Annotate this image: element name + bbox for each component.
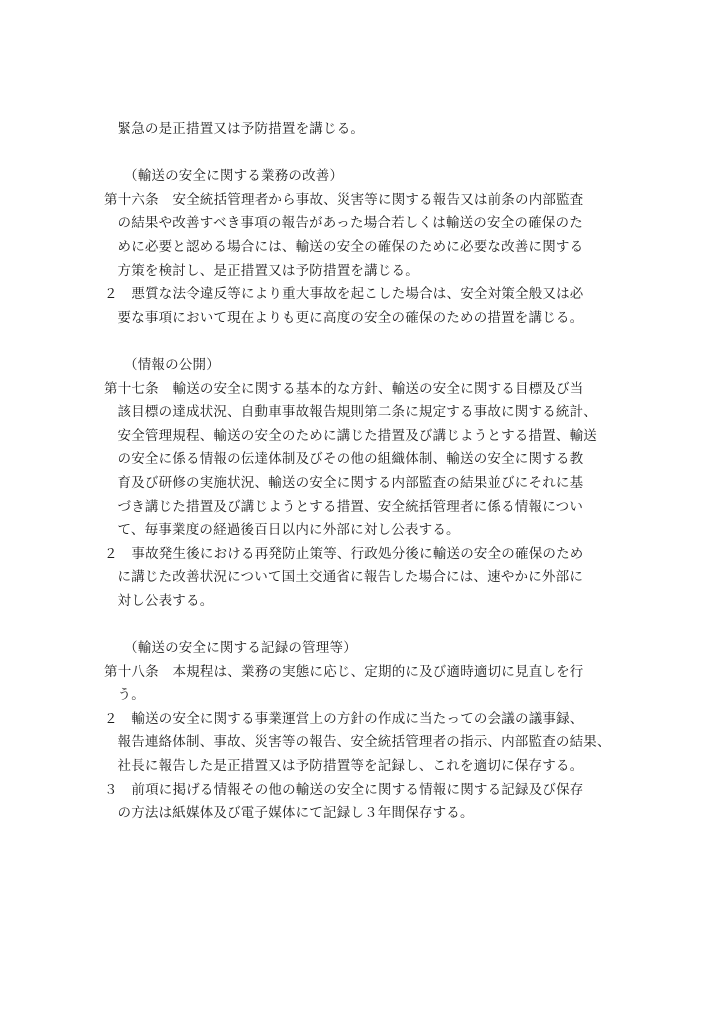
paragraph-line: 育及び研修の実施状況、輸送の安全に関する内部監査の結果並びにそれに基: [117, 474, 584, 491]
paragraph-line: 方策を検討し、是正措置又は予防措置を講じる。: [117, 262, 419, 279]
article-paragraph: [104, 543, 634, 614]
document-page: [104, 118, 634, 826]
paragraph-line: めに必要と認める場合には、輸送の安全の確保のために必要な改善に関する: [117, 238, 584, 255]
sections-container: [104, 142, 634, 826]
paragraph-line: 第十七条 輸送の安全に関する基本的な方針、輸送の安全に関する目標及び当: [104, 380, 584, 397]
article-paragraph: [104, 708, 634, 779]
paragraph-line: ２ 悪質な法令違反等により重大事故を起こした場合は、安全対策全般又は必: [104, 286, 584, 303]
paragraph-line: 対し公表する。: [117, 592, 214, 609]
paragraph-line: の安全に係る情報の伝達体制及びその他の組織体制、輸送の安全に関する教: [117, 451, 584, 468]
paragraph-line: 報告連絡体制、事故、災害等の報告、安全統括管理者の指示、内部監査の結果、: [117, 734, 611, 751]
article-paragraph: [104, 189, 634, 283]
section-spacer: [104, 613, 634, 637]
paragraph-line: 社長に報告した是正措置又は予防措置等を記録し、これを適切に保存する。: [117, 758, 584, 775]
paragraph-line: 要な事項において現在よりも更に高度の安全の確保のための措置を講じる。: [117, 309, 584, 326]
paragraph-line: 第十八条 本規程は、業務の実態に応じ、定期的に及び適時適切に見直しを行: [104, 663, 584, 680]
paragraph-line: の結果や改善すべき事項の報告があった場合若しくは輸送の安全の確保のた: [117, 215, 583, 232]
section-heading: （輸送の安全に関する記録の管理等）: [124, 640, 357, 657]
section-heading: （輸送の安全に関する業務の改善）: [124, 168, 344, 185]
paragraph-line: づき講じた措置及び講じようとする措置、安全統括管理者に係る情報につい: [117, 498, 584, 515]
paragraph-line: ２ 輸送の安全に関する事業運営上の方針の作成に当たっての会議の議事録、: [104, 710, 584, 727]
paragraph-line: う。: [117, 687, 145, 704]
continuation-text: 緊急の是正措置又は予防措置を講じる。: [117, 121, 365, 137]
paragraph-line: て、毎事業度の経過後百日以内に外部に対し公表する。: [117, 522, 460, 539]
paragraph-line: 第十六条 安全統括管理者から事故、災害等に関する報告又は前条の内部監査: [104, 191, 584, 208]
paragraph-line: ３ 前項に掲げる情報その他の輸送の安全に関する情報に関する記録及び保存: [104, 781, 584, 798]
article-paragraph: [104, 661, 634, 708]
paragraph-line: 該目標の達成状況、自動車事故報告規則第二条に規定する事故に関する統計、: [117, 404, 597, 421]
paragraph-line: 安全管理規程、輸送の安全のために講じた措置及び講じようとする措置、輸送: [117, 427, 597, 444]
article-paragraph: [104, 779, 634, 826]
article-paragraph: [104, 283, 634, 330]
paragraph-line: に講じた改善状況について国土交通省に報告した場合には、速やかに外部に: [117, 569, 584, 586]
paragraph-line: の方法は紙媒体及び電子媒体にて記録し３年間保存する。: [117, 805, 474, 822]
paragraph-line: ２ 事故発生後における再発防止策等、行政処分後に輸送の安全の確保のため: [104, 545, 584, 562]
article-paragraph: [104, 378, 634, 543]
section-spacer: [104, 330, 634, 354]
section-heading: （情報の公開）: [124, 356, 220, 373]
section-spacer: [104, 142, 634, 166]
